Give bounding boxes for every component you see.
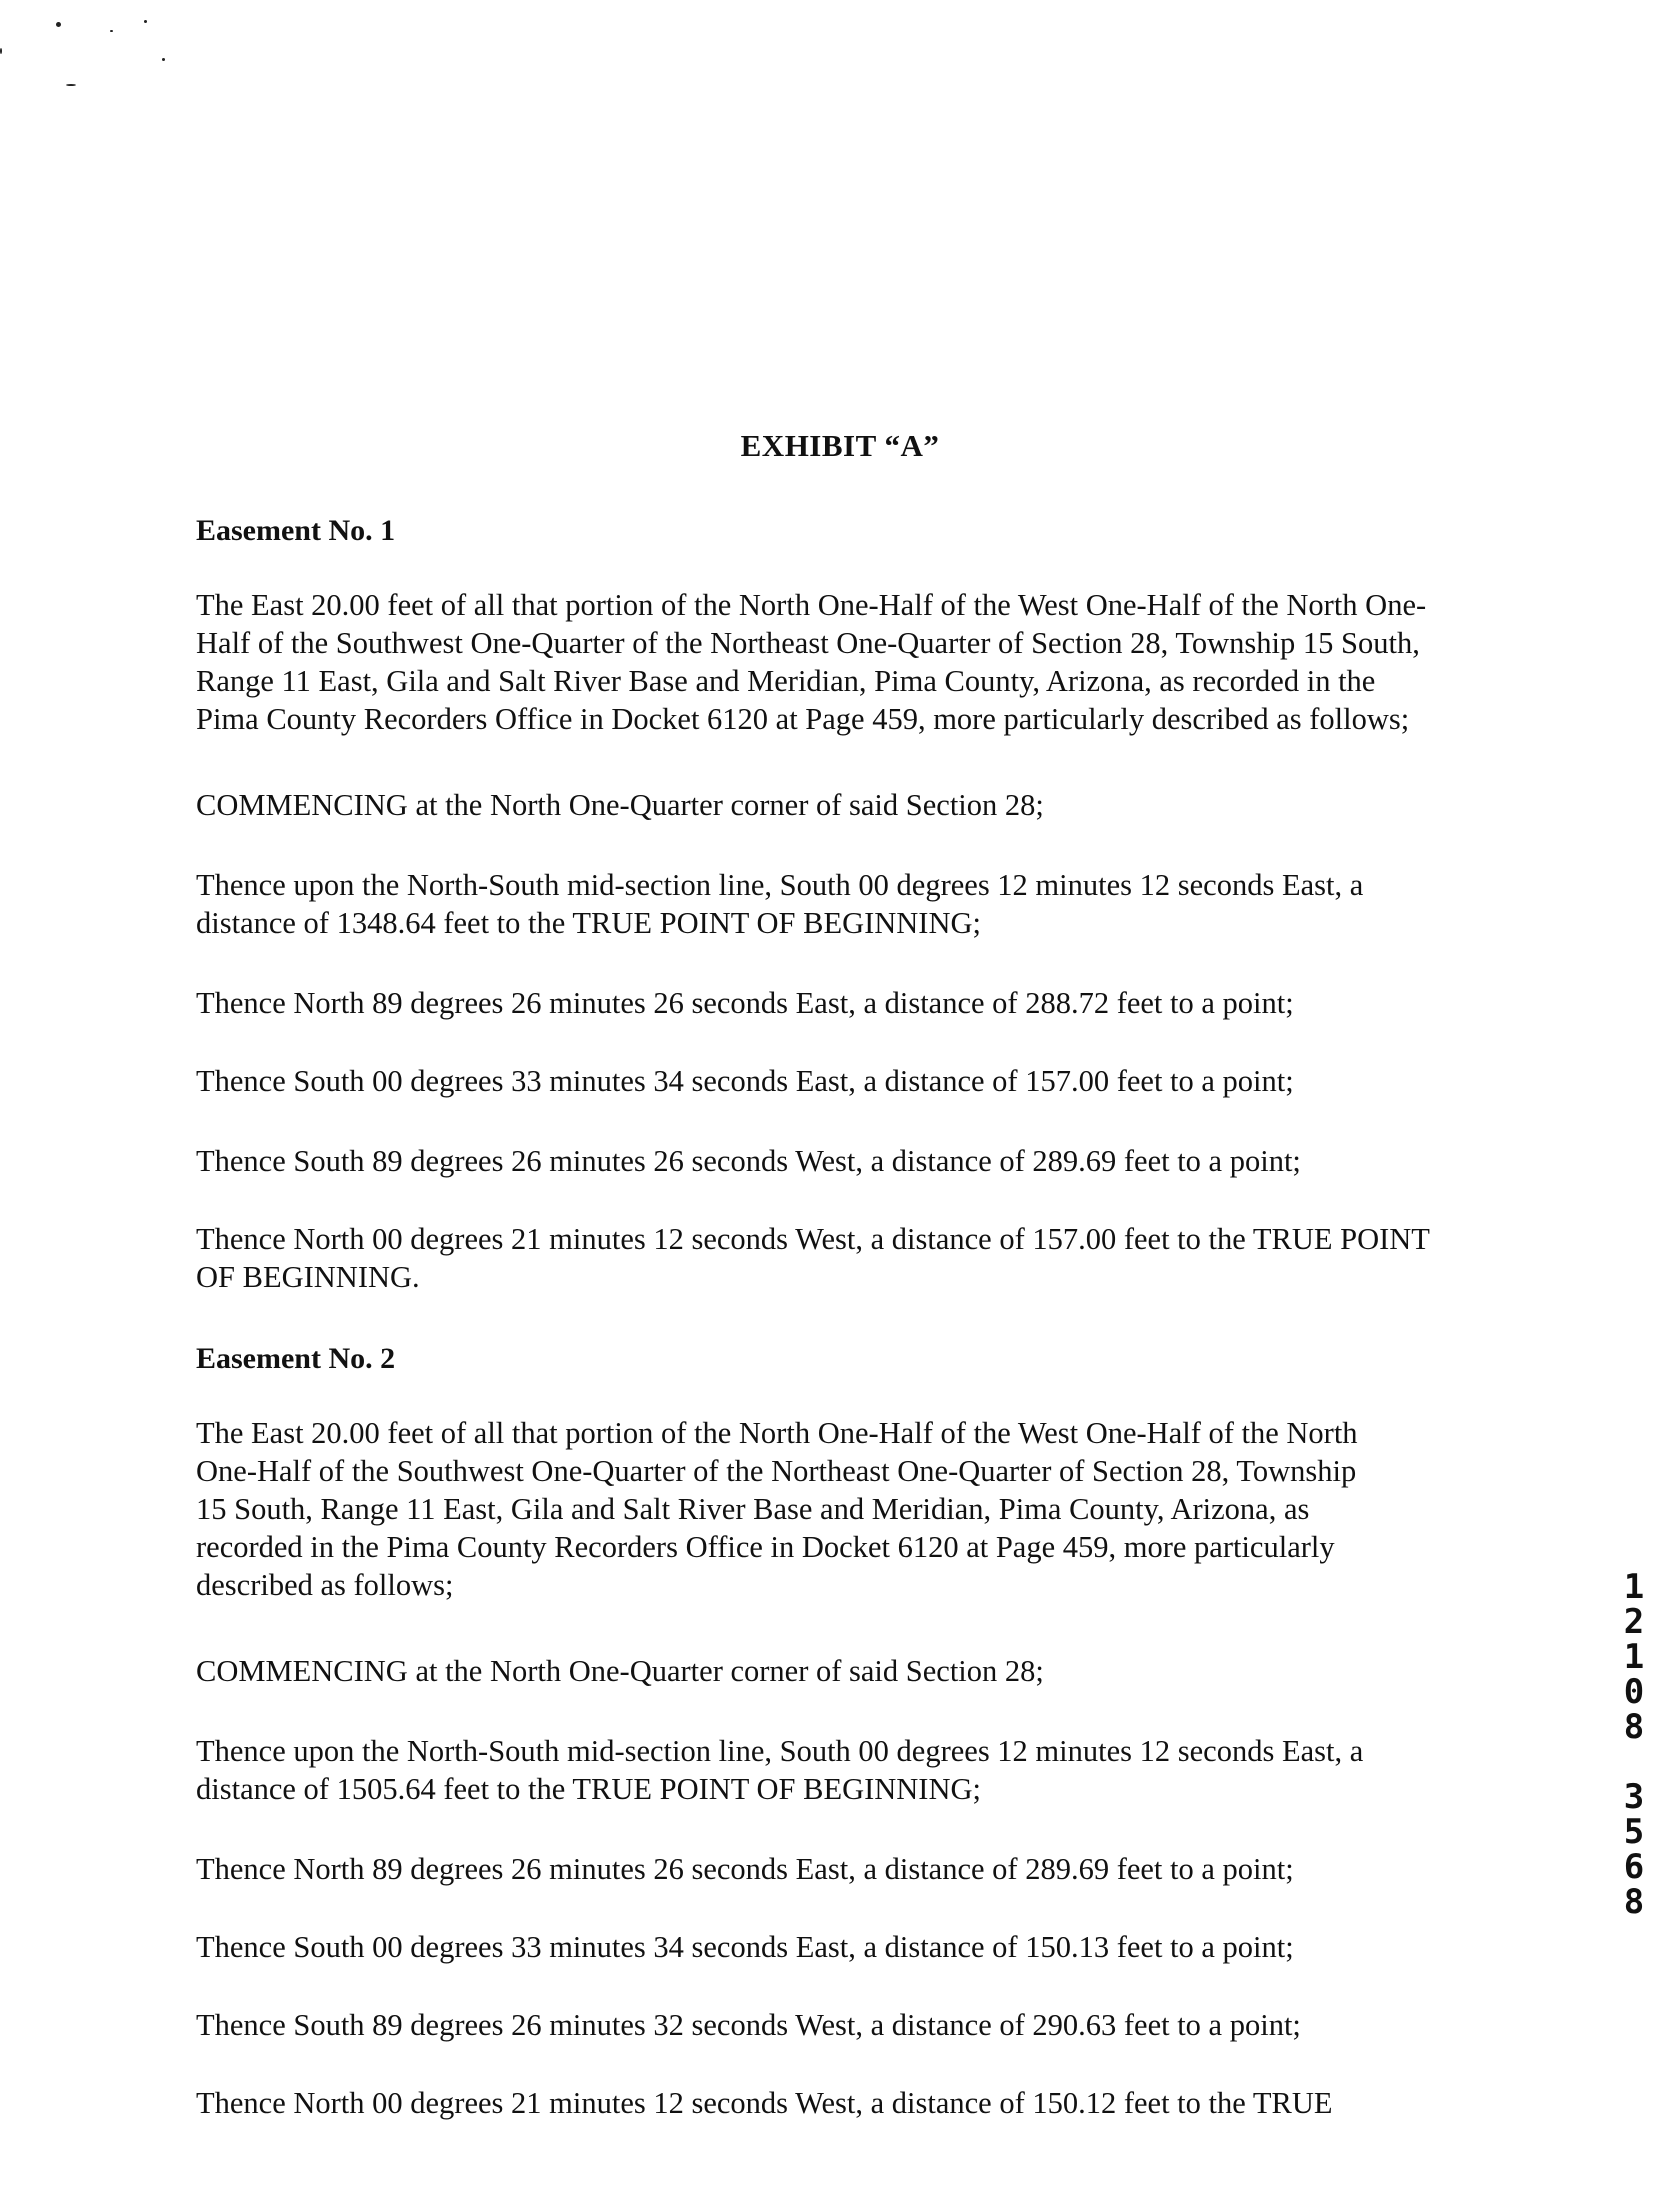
text-line: The East 20.00 feet of all that portion of the North One-Half of the West One-Half of the North One-	[196, 588, 1427, 622]
exhibit-title: EXHIBIT “A”	[740, 428, 940, 463]
text-line: Thence South 00 degrees 33 minutes 34 seconds East, a distance of 150.13 feet to a point;	[196, 1930, 1294, 1964]
docket-stamp	[1614, 1567, 1654, 1922]
easement-2-heading: Easement No. 2	[196, 1342, 396, 1375]
stamp-digit: 0	[1623, 1672, 1645, 1712]
text-line: Thence upon the North-South mid-section line, South 00 degrees 12 minutes 12 seconds East, a	[196, 1734, 1364, 1768]
easement-2-call-1	[196, 1732, 1496, 1808]
stamp-digit: 2	[1623, 1602, 1645, 1642]
stamp-digit: 3	[1623, 1777, 1645, 1817]
text-line: Thence North 89 degrees 26 minutes 26 seconds East, a distance of 288.72 feet to a point;	[196, 986, 1294, 1020]
scan-speck	[66, 84, 76, 86]
text-line: One-Half of the Southwest One-Quarter of the Northeast One-Quarter of Section 28, Township	[196, 1454, 1357, 1488]
scan-speck	[0, 48, 2, 54]
stamp-digit: 5	[1623, 1812, 1645, 1852]
text-line: distance of 1348.64 feet to the TRUE POINT OF BEGINNING;	[196, 906, 981, 940]
text-line: Thence North 00 degrees 21 minutes 12 seconds West, a distance of 157.00 feet to the TRUE POINT	[196, 1222, 1430, 1256]
easement-1-call-1	[196, 866, 1496, 942]
easement-2-description	[196, 1414, 1496, 1604]
text-line: Pima County Recorders Office in Docket 6120 at Page 459, more particularly described as follows;	[196, 702, 1410, 736]
text-line: described as follows;	[196, 1568, 454, 1602]
scan-speck	[144, 20, 147, 23]
scan-speck	[162, 58, 165, 61]
text-line: Thence South 00 degrees 33 minutes 34 seconds East, a distance of 157.00 feet to a point;	[196, 1064, 1294, 1098]
text-line: The East 20.00 feet of all that portion of the North One-Half of the West One-Half of the North	[196, 1416, 1358, 1450]
stamp-digit: 6	[1623, 1847, 1645, 1887]
stamp-digit: 1	[1623, 1637, 1645, 1677]
text-line: COMMENCING at the North One-Quarter corner of said Section 28;	[196, 788, 1044, 822]
easement-2-call-5	[196, 2084, 1496, 2122]
stamp-gap	[1614, 1745, 1654, 1780]
text-line: Thence North 00 degrees 21 minutes 12 seconds West, a distance of 150.12 feet to the TRUE	[196, 2086, 1333, 2120]
scan-speck	[110, 30, 113, 32]
easement-1-call-2	[196, 984, 1496, 1022]
text-line: Thence upon the North-South mid-section line, South 00 degrees 12 minutes 12 seconds East, a	[196, 868, 1364, 902]
easement-1-heading: Easement No. 1	[196, 514, 396, 547]
text-line: 15 South, Range 11 East, Gila and Salt River Base and Meridian, Pima County, Arizona, as	[196, 1492, 1310, 1526]
text-line: OF BEGINNING.	[196, 1260, 420, 1294]
scan-speck	[56, 22, 61, 27]
text-line: Thence South 89 degrees 26 minutes 26 seconds West, a distance of 289.69 feet to a point;	[196, 1144, 1301, 1178]
easement-2-commencing	[196, 1652, 1496, 1690]
text-line: distance of 1505.64 feet to the TRUE POINT OF BEGINNING;	[196, 1772, 981, 1806]
easement-1-call-5	[196, 1220, 1496, 1296]
easement-2-call-2	[196, 1850, 1496, 1888]
stamp-digit: 8	[1623, 1707, 1645, 1747]
text-line: Half of the Southwest One-Quarter of the Northeast One-Quarter of Section 28, Township 15 South,	[196, 626, 1420, 660]
text-line: Thence North 89 degrees 26 minutes 26 seconds East, a distance of 289.69 feet to a point;	[196, 1852, 1294, 1886]
stamp-digit: 1	[1623, 1567, 1645, 1607]
easement-1-description	[196, 586, 1496, 738]
text-line: Thence South 89 degrees 26 minutes 32 seconds West, a distance of 290.63 feet to a point;	[196, 2008, 1301, 2042]
text-line: recorded in the Pima County Recorders Office in Docket 6120 at Page 459, more particularly	[196, 1530, 1335, 1564]
stamp-digit: 8	[1623, 1882, 1645, 1922]
easement-2-call-4	[196, 2006, 1496, 2044]
text-line: COMMENCING at the North One-Quarter corner of said Section 28;	[196, 1654, 1044, 1688]
easement-2-call-3	[196, 1928, 1496, 1966]
easement-1-call-4	[196, 1142, 1496, 1180]
easement-1-call-3	[196, 1062, 1496, 1100]
easement-1-commencing	[196, 786, 1496, 824]
text-line: Range 11 East, Gila and Salt River Base and Meridian, Pima County, Arizona, as recorded in the	[196, 664, 1376, 698]
